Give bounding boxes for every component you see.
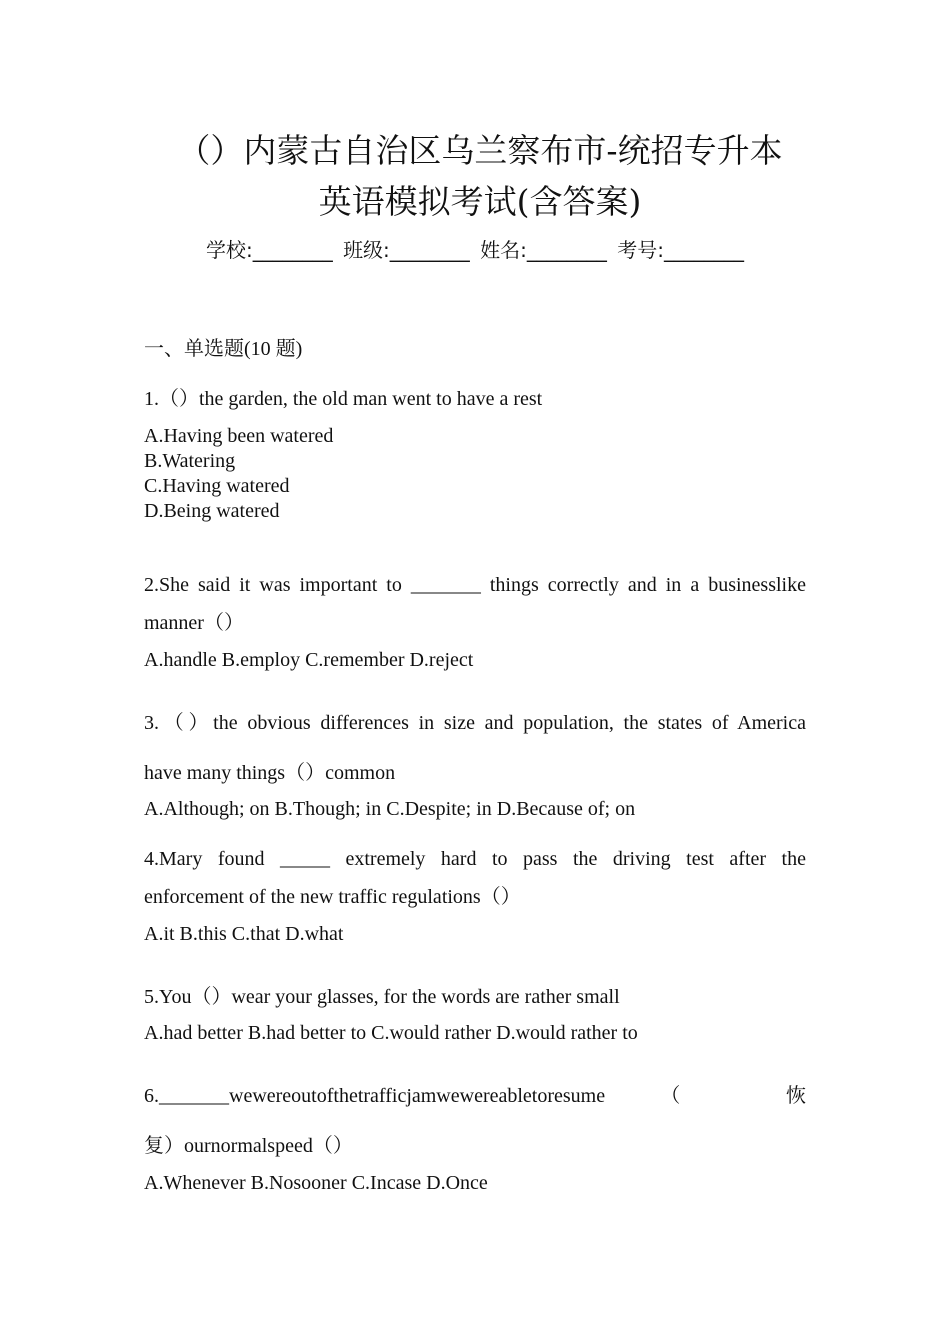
school-field: 学校:________ [205, 238, 333, 262]
question-6-stem-line-1: 6._______wewereoutofthetrafficjamwewereabletoresume （ 恢 [144, 1085, 806, 1107]
class-field: 班级:________ [343, 238, 470, 262]
section-heading: 一、单选题(10 题) [144, 338, 303, 360]
question-6-options: A.Whenever B.Nosooner C.Incase D.Once [144, 1172, 488, 1194]
question-4-options: A.it B.this C.that D.what [144, 923, 344, 945]
question-2-options: A.handle B.employ C.remember D.reject [144, 649, 474, 671]
question-2-stem-line-1: 2.She said it was important to _______ things correctly and in a businesslike [144, 574, 806, 596]
name-field: 姓名:________ [480, 238, 607, 262]
question-1-option-d: D.Being watered [144, 500, 280, 522]
question-4-stem-line-2: enforcement of the new traffic regulations（） [144, 886, 521, 908]
document-title-line-1: （）内蒙古自治区乌兰察布市-统招专升本 [177, 131, 783, 170]
question-1-option-b: B.Watering [144, 450, 236, 472]
question-3-stem-line-2: have many things（）common [144, 762, 396, 784]
question-1-option-c: C.Having watered [144, 475, 290, 497]
question-1-option-a: A.Having been watered [144, 425, 334, 447]
question-6-stem-line-2: 复）ournormalspeed（） [144, 1135, 353, 1157]
question-1-stem: 1.（）the garden, the old man went to have a rest [144, 388, 543, 410]
question-4-stem-line-1: 4.Mary found _____ extremely hard to pass the driving test after the [144, 848, 806, 870]
question-3-options: A.Although; on B.Though; in C.Despite; in D.Because of; on [144, 798, 636, 820]
question-5-stem: 5.You（）wear your glasses, for the words are rather small [144, 986, 620, 1008]
question-3-stem-line-1: 3.（）the obvious differences in size and population, the states of America [144, 712, 806, 734]
document-title-line-2: 英语模拟考试(含答案) [318, 182, 642, 221]
question-5-options: A.had better B.had better to C.would rather D.would rather to [144, 1022, 638, 1044]
student-info-line [0, 236, 950, 264]
number-field: 考号:________ [617, 238, 745, 262]
question-2-stem-line-2: manner（） [144, 612, 244, 634]
